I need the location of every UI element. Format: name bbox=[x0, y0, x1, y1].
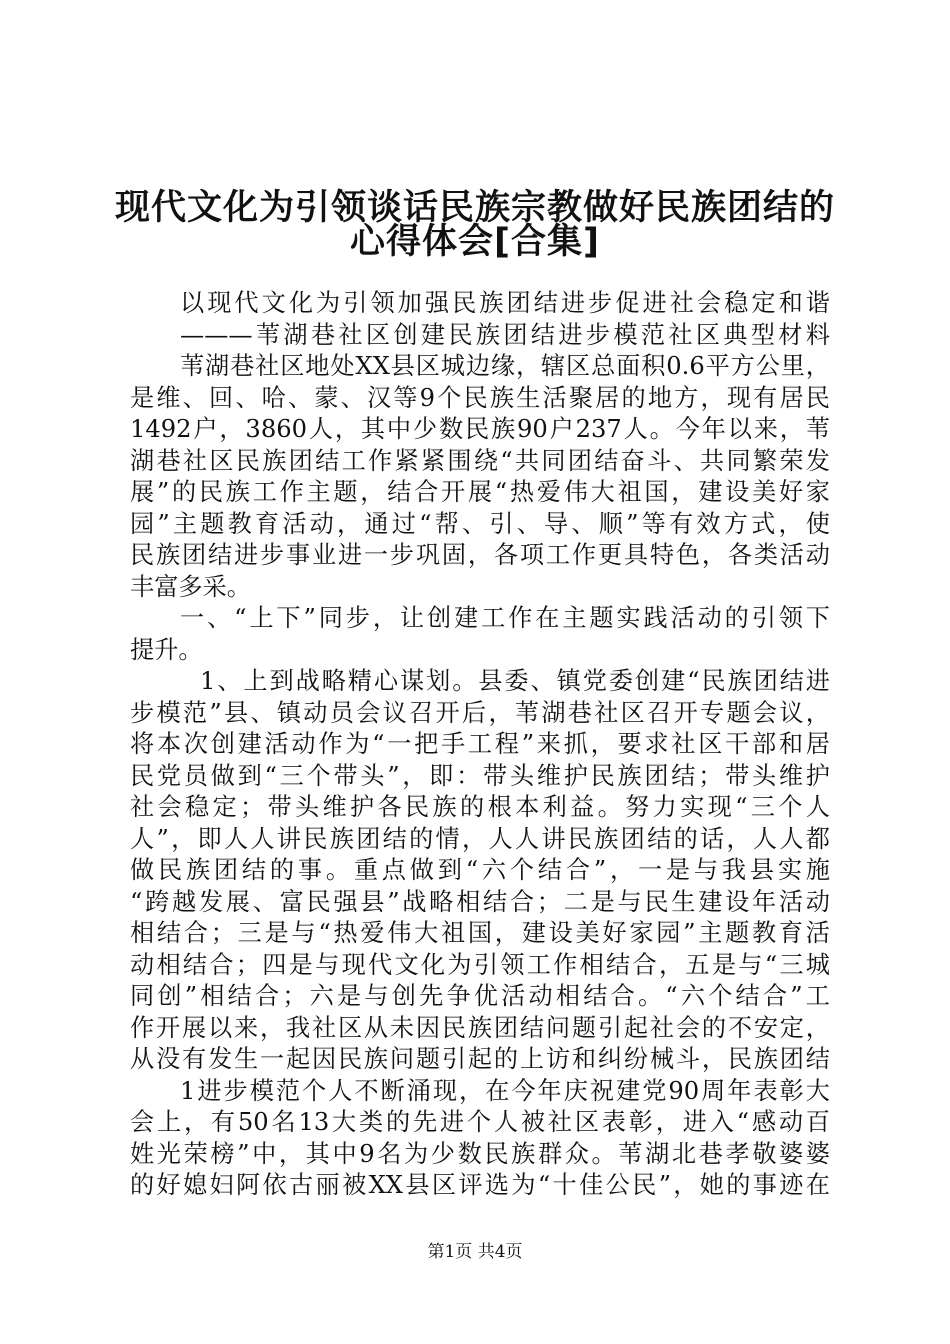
paragraph-line: 民党员做到“三个带头”，即：带头维护民族团结；带头维护 bbox=[130, 761, 830, 790]
paragraph-line: 湖巷社区民族团结工作紧紧围绕“共同团结奋斗、共同繁荣发 bbox=[130, 446, 830, 475]
paragraph-line: 人”，即人人讲民族团结的情，人人讲民族团结的话，人人都 bbox=[130, 824, 830, 853]
paragraph-line: “跨越发展、富民强县”战略相结合；二是与民生建设年活动 bbox=[130, 887, 830, 916]
paragraph-line: 步模范”县、镇动员会议召开后，苇湖巷社区召开专题会议， bbox=[130, 698, 830, 727]
paragraph-line: 展”的民族工作主题，结合开展“热爱伟大祖国，建设美好家 bbox=[130, 478, 830, 506]
paragraph-line: 从没有发生一起因民族问题引起的上访和纠纷械斗，民族团结 bbox=[130, 1045, 830, 1073]
subtitle-line: 以现代文化为引领加强民族团结进步促进社会稳定和谐 bbox=[180, 289, 830, 317]
paragraph-line: 社会稳定；带头维护各民族的根本利益。努力实现“三个人 bbox=[130, 793, 830, 821]
paragraph-line: 是维、回、哈、蒙、汉等9个民族生活聚居的地方，现有居民 bbox=[130, 383, 830, 412]
document-title-line-1: 现代文化为引领谈话民族宗教做好民族团结的 bbox=[114, 188, 835, 228]
paragraph-line: 1492户，3860人，其中少数民族90户237人。今年以来，苇 bbox=[130, 415, 830, 443]
document-body bbox=[130, 288, 830, 1202]
section-heading-line: 提升。 bbox=[130, 635, 203, 664]
paragraph-line: 1、上到战略精心谋划。县委、镇党委创建“民族团结进 bbox=[200, 667, 830, 695]
paragraph-line: 民族团结进步事业进一步巩固，各项工作更具特色，各类活动 bbox=[130, 541, 830, 569]
paragraph-line: 1进步模范个人不断涌现，在今年庆祝建党90周年表彰大 bbox=[180, 1076, 830, 1105]
subtitle-line: ———苇湖巷社区创建民族团结进步模范社区典型材料 bbox=[180, 320, 830, 349]
paragraph-line: 做民族团结的事。重点做到“六个结合”，一是与我县实施 bbox=[130, 856, 830, 884]
paragraph-line: 动相结合；四是与现代文化为引领工作相结合，五是与“三城 bbox=[130, 950, 830, 979]
paragraph-line: 相结合；三是与“热爱伟大祖国，建设美好家园”主题教育活 bbox=[130, 919, 830, 947]
page-number-footer: 第1页 共4页 bbox=[427, 1242, 523, 1262]
paragraph-line: 园”主题教育活动，通过“帮、引、导、顺”等有效方式，使 bbox=[130, 509, 830, 538]
paragraph-line: 苇湖巷社区地处XX县区城边缘，辖区总面积0.6平方公里， bbox=[180, 352, 830, 380]
paragraph-line: 的好媳妇阿依古丽被XX县区评选为“十佳公民”，她的事迹在 bbox=[130, 1171, 830, 1199]
paragraph-line: 将本次创建活动作为“一把手工程”来抓，要求社区干部和居 bbox=[130, 730, 830, 758]
paragraph-line: 同创”相结合；六是与创先争优活动相结合。“六个结合”工 bbox=[130, 982, 830, 1010]
section-heading-line: 一、“上下”同步，让创建工作在主题实践活动的引领下 bbox=[180, 604, 830, 632]
paragraph-line: 丰富多采。 bbox=[130, 572, 251, 601]
paragraph-line: 会上，有50名13大类的先进个人被社区表彰，进入“感动百 bbox=[130, 1108, 830, 1136]
paragraph-line: 姓光荣榜”中，其中9名为少数民族群众。苇湖北巷孝敬婆婆 bbox=[130, 1139, 830, 1168]
document-title-line-2: 心得体会[合集] bbox=[350, 222, 600, 262]
paragraph-line: 作开展以来，我社区从未因民族团结问题引起社会的不安定， bbox=[130, 1013, 830, 1042]
